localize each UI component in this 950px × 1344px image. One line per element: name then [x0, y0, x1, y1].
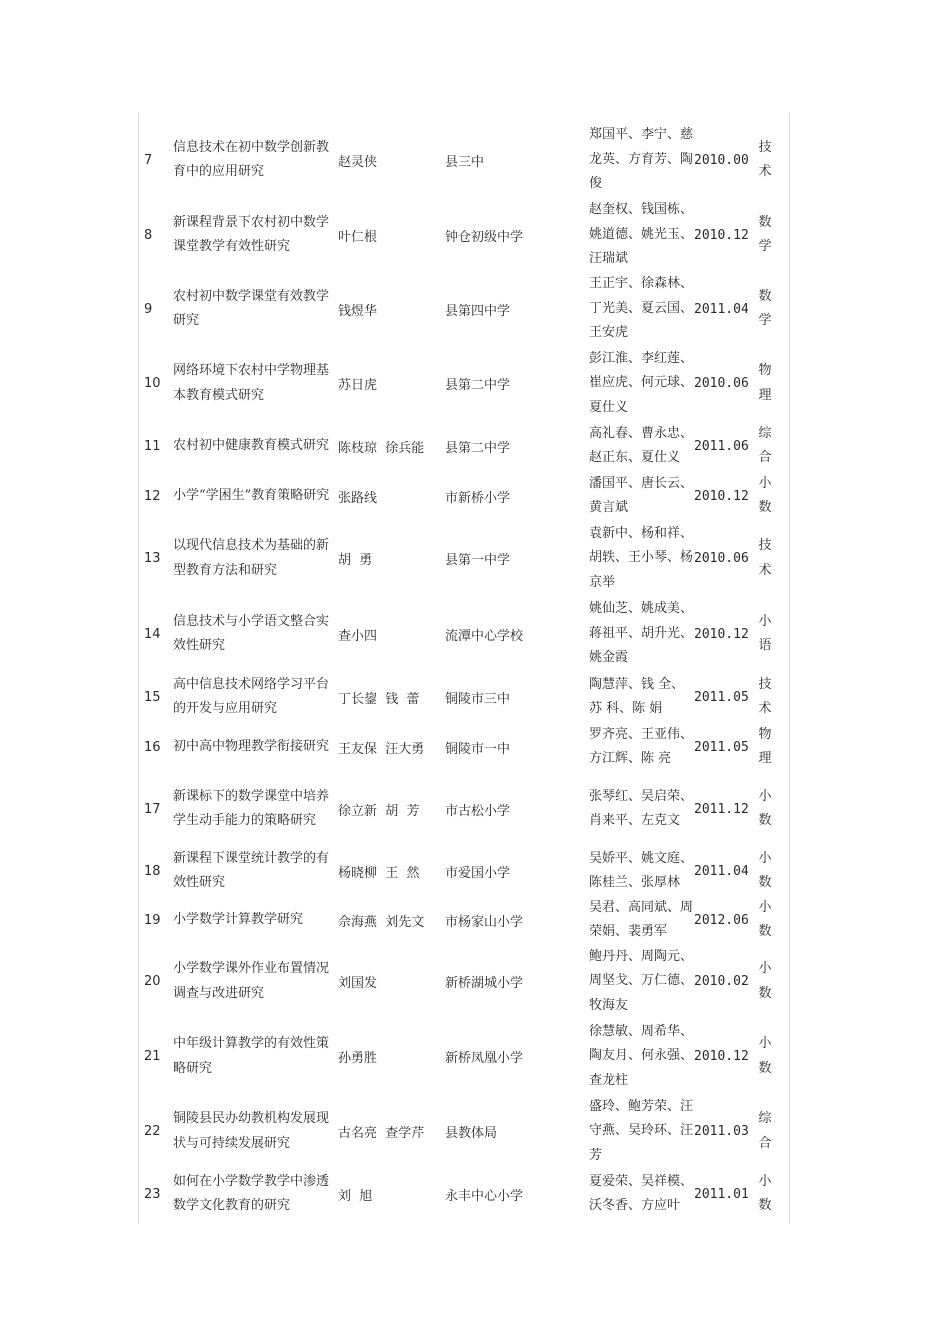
unit-name: 县三中 [445, 154, 485, 170]
table-row [0, 1019, 950, 1094]
row-number: 21 [144, 1049, 161, 1064]
member-list: 高礼春、曹永忠、赵正东、夏仕义 [589, 425, 694, 465]
unit-name: 钟仓初级中学 [445, 229, 524, 245]
row-number: 17 [144, 801, 161, 817]
lead-person: 孙勇胜 [338, 1051, 378, 1066]
subject-label: 物理 [758, 363, 772, 403]
topic-title: 新课程背景下农村初中数学课堂教学有效性研究 [173, 214, 330, 254]
unit-name: 永丰中心小学 [445, 1188, 524, 1204]
row-number: 9 [144, 301, 153, 317]
subject-label: 物理 [758, 726, 772, 766]
member-list: 陶慧萍、钱 全、苏 科、陈 娟 [589, 676, 685, 716]
row-number: 11 [144, 438, 161, 454]
subject-label: 小数 [758, 1173, 772, 1213]
completion-date: 2011.04 [694, 301, 749, 317]
unit-name: 铜陵市三中 [445, 691, 511, 707]
table-row [0, 521, 950, 596]
unit-name: 新桥凤凰小学 [445, 1051, 524, 1066]
completion-date: 2010.06 [694, 551, 749, 566]
lead-person: 苏日虎 [338, 378, 378, 393]
lead-person: 查小四 [338, 628, 378, 644]
unit-name: 市爱国小学 [445, 865, 511, 881]
member-list: 罗齐亮、王亚伟、方江辉、陈 亮 [589, 726, 694, 766]
table-row [0, 596, 950, 672]
table-row [0, 122, 950, 198]
lead-person: 杨晓柳 王 然 [338, 865, 420, 881]
topic-title: 新课标下的数学课堂中培养学生动手能力的策略研究 [173, 788, 330, 828]
topic-title: 小学“学困生”教育策略研究 [173, 487, 330, 503]
table-row [0, 1169, 950, 1219]
lead-person: 叶仁根 [338, 229, 378, 245]
completion-date: 2010.12 [694, 227, 749, 243]
unit-name: 县教体局 [445, 1126, 498, 1141]
subject-label: 小语 [758, 613, 772, 653]
unit-name: 铜陵市一中 [445, 741, 511, 757]
row-number: 8 [144, 227, 153, 243]
topic-title: 农村初中数学课堂有效教学研究 [173, 288, 330, 328]
unit-name: 县第一中学 [445, 553, 511, 568]
topic-title: 以现代信息技术为基础的新型教育方法和研究 [173, 538, 330, 578]
member-list: 赵奎权、钱国栋、姚道德、姚光玉、汪瑞斌 [589, 202, 694, 267]
table-row [0, 896, 950, 944]
row-number: 18 [144, 863, 161, 879]
lead-person: 佘海燕 刘先文 [338, 914, 425, 930]
topic-title: 中年级计算教学的有效性策略研究 [173, 1036, 330, 1076]
lead-person: 徐立新 胡 芳 [338, 803, 420, 819]
topic-title: 信息技术在初中数学创新教育中的应用研究 [173, 139, 330, 179]
member-list: 姚仙芝、姚成美、蒋祖平、胡升光、姚金霞 [589, 601, 694, 666]
member-list: 王正宇、徐森林、丁光美、夏云国、王安虎 [589, 276, 694, 341]
unit-name: 县第二中学 [445, 440, 511, 456]
member-list: 盛玲、鲍芳荣、汪守燕、吴玲环、汪芳 [589, 1098, 694, 1163]
table-row [0, 772, 950, 846]
topic-title: 农村初中健康教育模式研究 [173, 437, 330, 453]
row-number: 16 [144, 739, 161, 755]
topic-title: 新课程下课堂统计教学的有效性研究 [173, 850, 330, 890]
member-list: 潘国平、唐长云、黄言斌 [589, 475, 694, 515]
completion-date: 2010.12 [694, 1049, 749, 1064]
completion-date: 2010.12 [694, 626, 749, 642]
subject-label: 综合 [758, 425, 772, 465]
table-row [0, 944, 950, 1019]
row-number: 15 [144, 689, 161, 705]
lead-person: 胡 勇 [338, 553, 373, 568]
member-list: 鲍丹丹、周陶元、周坚戈、万仁德、牧海友 [589, 948, 694, 1013]
subject-label: 小数 [758, 899, 772, 939]
topic-title: 小学数学计算教学研究 [173, 911, 304, 927]
subject-label: 数学 [758, 214, 772, 254]
lead-person: 钱煜华 [338, 303, 378, 319]
subject-label: 技术 [758, 538, 772, 578]
row-number: 20 [144, 974, 161, 989]
subject-label: 小数 [758, 475, 772, 515]
lead-person: 古名亮 查学芹 [338, 1126, 425, 1141]
topic-title: 信息技术与小学语文整合实效性研究 [173, 613, 330, 653]
subject-label: 小数 [758, 961, 772, 1001]
unit-name: 县第四中学 [445, 303, 511, 319]
row-number: 22 [144, 1124, 161, 1139]
lead-person: 丁长鋆 钱 蕾 [338, 691, 420, 707]
member-list: 吴君、高同斌、周荣娟、裴勇军 [589, 899, 694, 939]
member-list: 吴娇平、姚文庭、陈桂兰、张厚林 [589, 850, 694, 890]
member-list: 张琴红、吴启荣、肖来平、左克文 [589, 788, 694, 828]
completion-date: 2011.01 [694, 1186, 749, 1202]
completion-date: 2010.12 [694, 488, 749, 504]
table-row [0, 421, 950, 471]
lead-person: 张路线 [338, 490, 378, 506]
topic-title: 铜陵县民办幼教机构发展现状与可持续发展研究 [173, 1111, 330, 1151]
table-row [0, 722, 950, 772]
lead-person: 陈枝琼 徐兵能 [338, 440, 425, 456]
unit-name: 新桥湖城小学 [445, 976, 524, 991]
subject-label: 小数 [758, 850, 772, 890]
unit-name: 县第二中学 [445, 378, 511, 393]
topic-title: 小学数学课外作业布置情况调查与改进研究 [173, 961, 330, 1001]
member-list: 徐慧敏、周希华、陶友月、何永强、查龙柱 [589, 1023, 694, 1088]
topic-title: 如何在小学数学教学中渗透数学文化教育的研究 [173, 1173, 330, 1213]
subject-label: 小数 [758, 1036, 772, 1076]
completion-date: 2011.12 [694, 801, 749, 817]
completion-date: 2010.00 [694, 152, 749, 168]
lead-person: 刘国发 [338, 976, 378, 991]
lead-person: 王友保 汪大勇 [338, 741, 425, 757]
unit-name: 市杨家山小学 [445, 914, 524, 930]
topic-title: 初中高中物理教学衔接研究 [173, 738, 330, 754]
row-number: 19 [144, 912, 161, 928]
row-number: 12 [144, 488, 161, 504]
table-row [0, 672, 950, 722]
table-row [0, 272, 950, 346]
table-row [0, 346, 950, 421]
subject-label: 技术 [758, 676, 772, 716]
completion-date: 2011.03 [694, 1124, 749, 1139]
completion-date: 2011.04 [694, 863, 749, 879]
topic-title: 网络环境下农村中学物理基本教育模式研究 [173, 363, 330, 403]
member-list: 袁新中、杨和祥、胡轶、王小琴、杨京举 [589, 525, 694, 590]
row-number: 10 [144, 376, 161, 391]
completion-date: 2010.06 [694, 376, 749, 391]
member-list: 郑国平、李宁、慈龙英、方育芳、陶俊 [589, 127, 694, 192]
unit-name: 市古松小学 [445, 803, 511, 819]
row-number: 23 [144, 1186, 161, 1202]
table-row [0, 846, 950, 896]
table-row [0, 1094, 950, 1169]
row-number: 14 [144, 626, 161, 642]
completion-date: 2011.06 [694, 438, 749, 454]
lead-person: 刘 旭 [338, 1188, 373, 1204]
subject-label: 数学 [758, 288, 772, 328]
completion-date: 2012.06 [694, 912, 749, 928]
subject-label: 技术 [758, 139, 772, 179]
table-row [0, 471, 950, 521]
row-number: 13 [144, 551, 161, 566]
subject-label: 综合 [758, 1111, 772, 1151]
table-row [0, 198, 950, 272]
row-number: 7 [144, 152, 153, 168]
completion-date: 2010.02 [694, 974, 749, 989]
lead-person: 赵灵侠 [338, 154, 378, 170]
member-list: 彭江淮、李红莲、崔应虎、何元球、夏仕义 [589, 350, 694, 415]
unit-name: 流潭中心学校 [445, 628, 524, 644]
unit-name: 市新桥小学 [445, 490, 511, 506]
subject-label: 小数 [758, 788, 772, 828]
member-list: 夏爱荣、吴祥模、沃冬香、方应叶 [589, 1173, 694, 1213]
completion-date: 2011.05 [694, 689, 749, 705]
completion-date: 2011.05 [694, 739, 749, 755]
topic-title: 高中信息技术网络学习平台的开发与应用研究 [173, 676, 330, 716]
